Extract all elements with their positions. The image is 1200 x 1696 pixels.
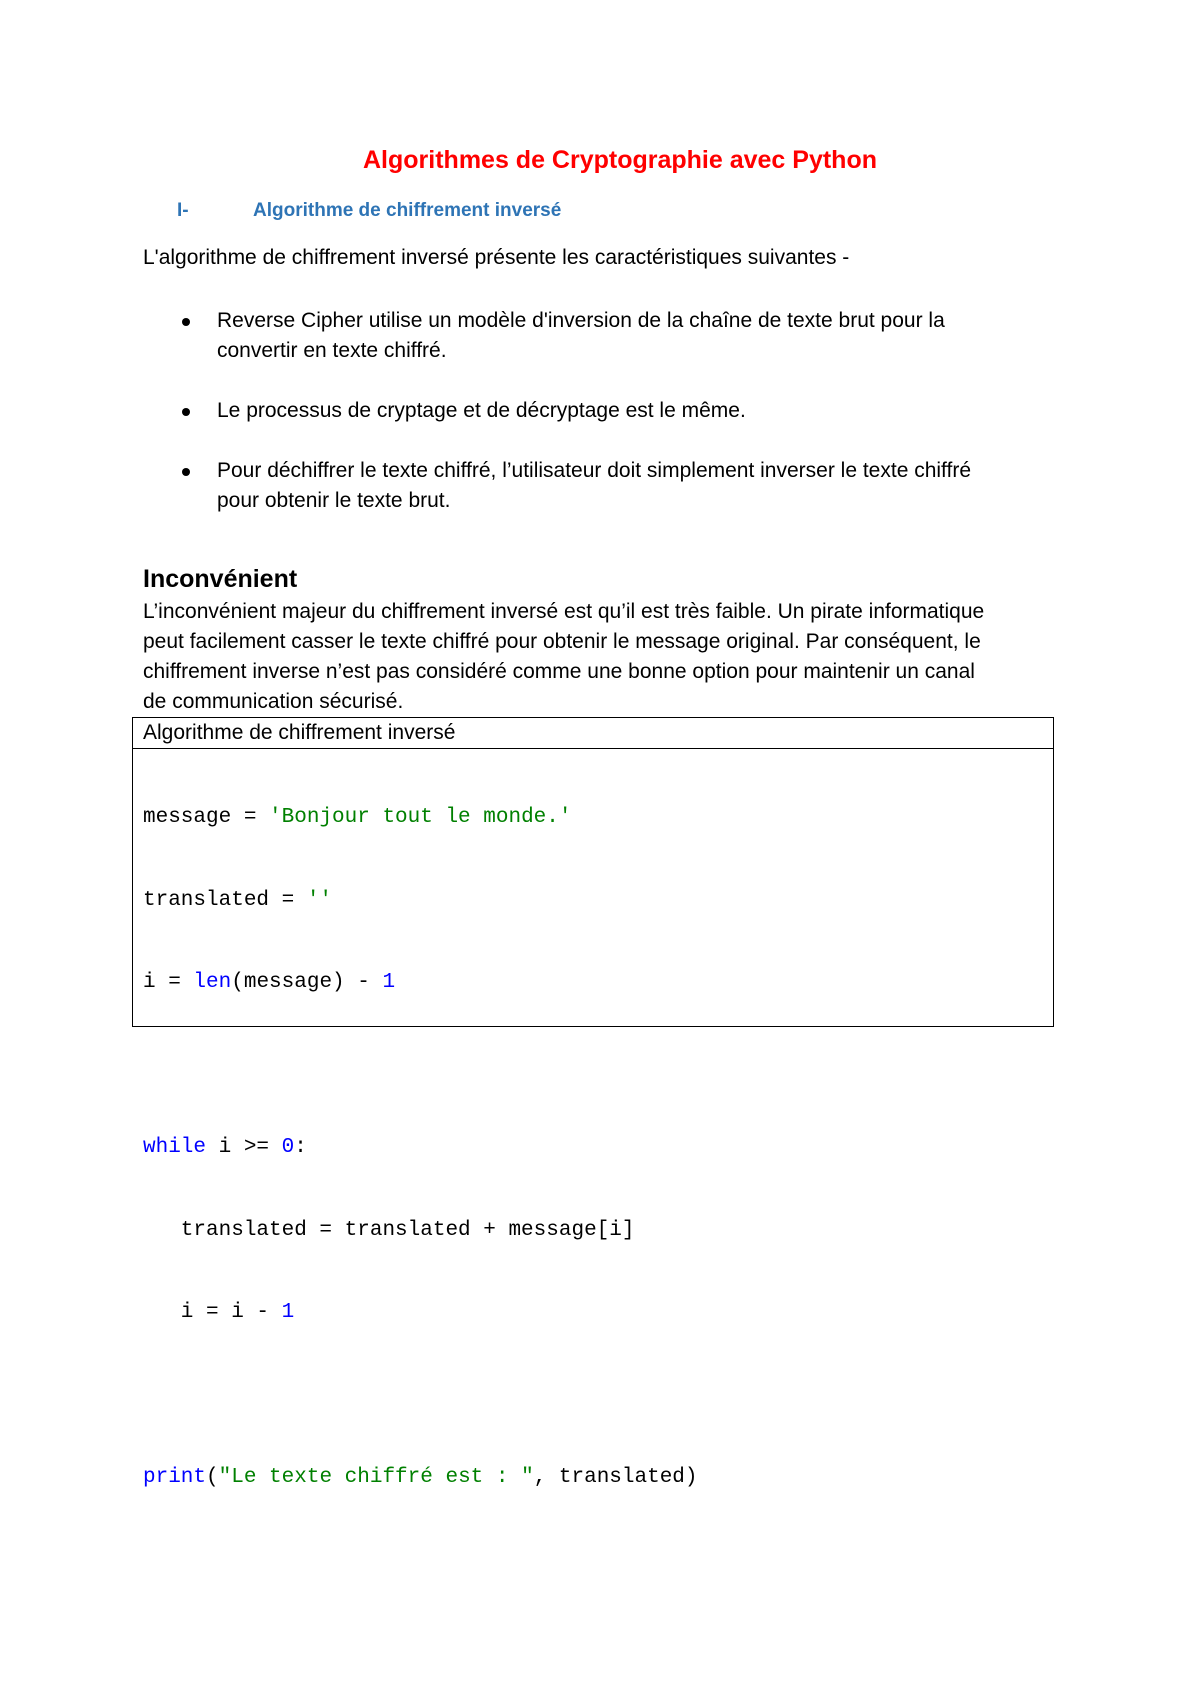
code-number: 0 (281, 1136, 295, 1159)
list-item (143, 306, 1083, 366)
drawback-paragraph (143, 597, 1073, 717)
drawback-heading: Inconvénient (143, 565, 298, 593)
code-number: 1 (382, 971, 396, 994)
document-title: Algorithmes de Cryptographie avec Python (363, 146, 877, 174)
list-item (143, 456, 1083, 516)
code-line (143, 1134, 1053, 1162)
list-item-text: convertir en texte chiffré. (217, 339, 447, 362)
code-function: print (143, 1466, 207, 1489)
code-string: '' (306, 888, 333, 912)
section-heading (177, 200, 561, 222)
section-title: Algorithme de chiffrement inversé (253, 200, 562, 221)
code-blank-line (143, 1382, 1053, 1410)
code-line: translated = translated + message[i] (143, 1218, 635, 1242)
code-token: translated = (143, 888, 307, 912)
list-item-text: Le processus de cryptage et de décryptage est le même. (217, 399, 746, 422)
intro-paragraph: L'algorithme de chiffrement inversé présente les caractéristiques suivantes - (143, 246, 850, 269)
code-token: (message) - (231, 971, 383, 994)
code-token: i >= (206, 1136, 282, 1159)
paragraph-line: de communication sécurisé. (143, 690, 404, 713)
code-line (143, 969, 1053, 997)
code-line (143, 1299, 1053, 1327)
code-token: i = (143, 971, 194, 994)
code-token: message = (143, 806, 270, 829)
paragraph-line: chiffrement inverse n’est pas considéré comme une bonne option pour maintenir un canal (143, 660, 975, 683)
code-table-header: Algorithme de chiffrement inversé (133, 718, 1053, 749)
code-string: "Le texte chiffré est : " (218, 1466, 534, 1489)
list-item-text: pour obtenir le texte brut. (217, 489, 451, 512)
code-keyword: while (143, 1136, 207, 1159)
code-function: len (193, 971, 232, 994)
code-token: ( (206, 1466, 219, 1489)
code-token: , translated) (533, 1466, 698, 1489)
code-line (143, 1464, 1053, 1492)
code-block (133, 749, 1053, 1547)
list-item-text: Reverse Cipher utilise un modèle d'inversion de la chaîne de texte brut pour la (217, 309, 945, 332)
code-blank-line (143, 1052, 1053, 1080)
code-string: 'Bonjour tout le monde.' (269, 806, 572, 829)
paragraph-line: peut facilement casser le texte chiffré pour obtenir le message original. Par conséquent, le (143, 630, 981, 653)
code-number: 1 (281, 1301, 295, 1324)
list-item (143, 396, 1083, 426)
bullet-icon (182, 468, 190, 476)
list-item-text: Pour déchiffrer le texte chiffré, l’utilisateur doit simplement inverser le texte chiffré (217, 459, 972, 482)
code-token: : (294, 1136, 307, 1159)
section-number: I- (177, 200, 189, 221)
code-token: i = i - (143, 1301, 282, 1324)
code-table (132, 717, 1054, 1489)
code-line (143, 804, 1053, 832)
bullet-icon (182, 318, 190, 326)
bullet-icon (182, 408, 190, 416)
code-line (143, 887, 1053, 915)
feature-list (143, 306, 1083, 546)
paragraph-line: L’inconvénient majeur du chiffrement inversé est qu’il est très faible. Un pirate informatique (143, 600, 985, 623)
